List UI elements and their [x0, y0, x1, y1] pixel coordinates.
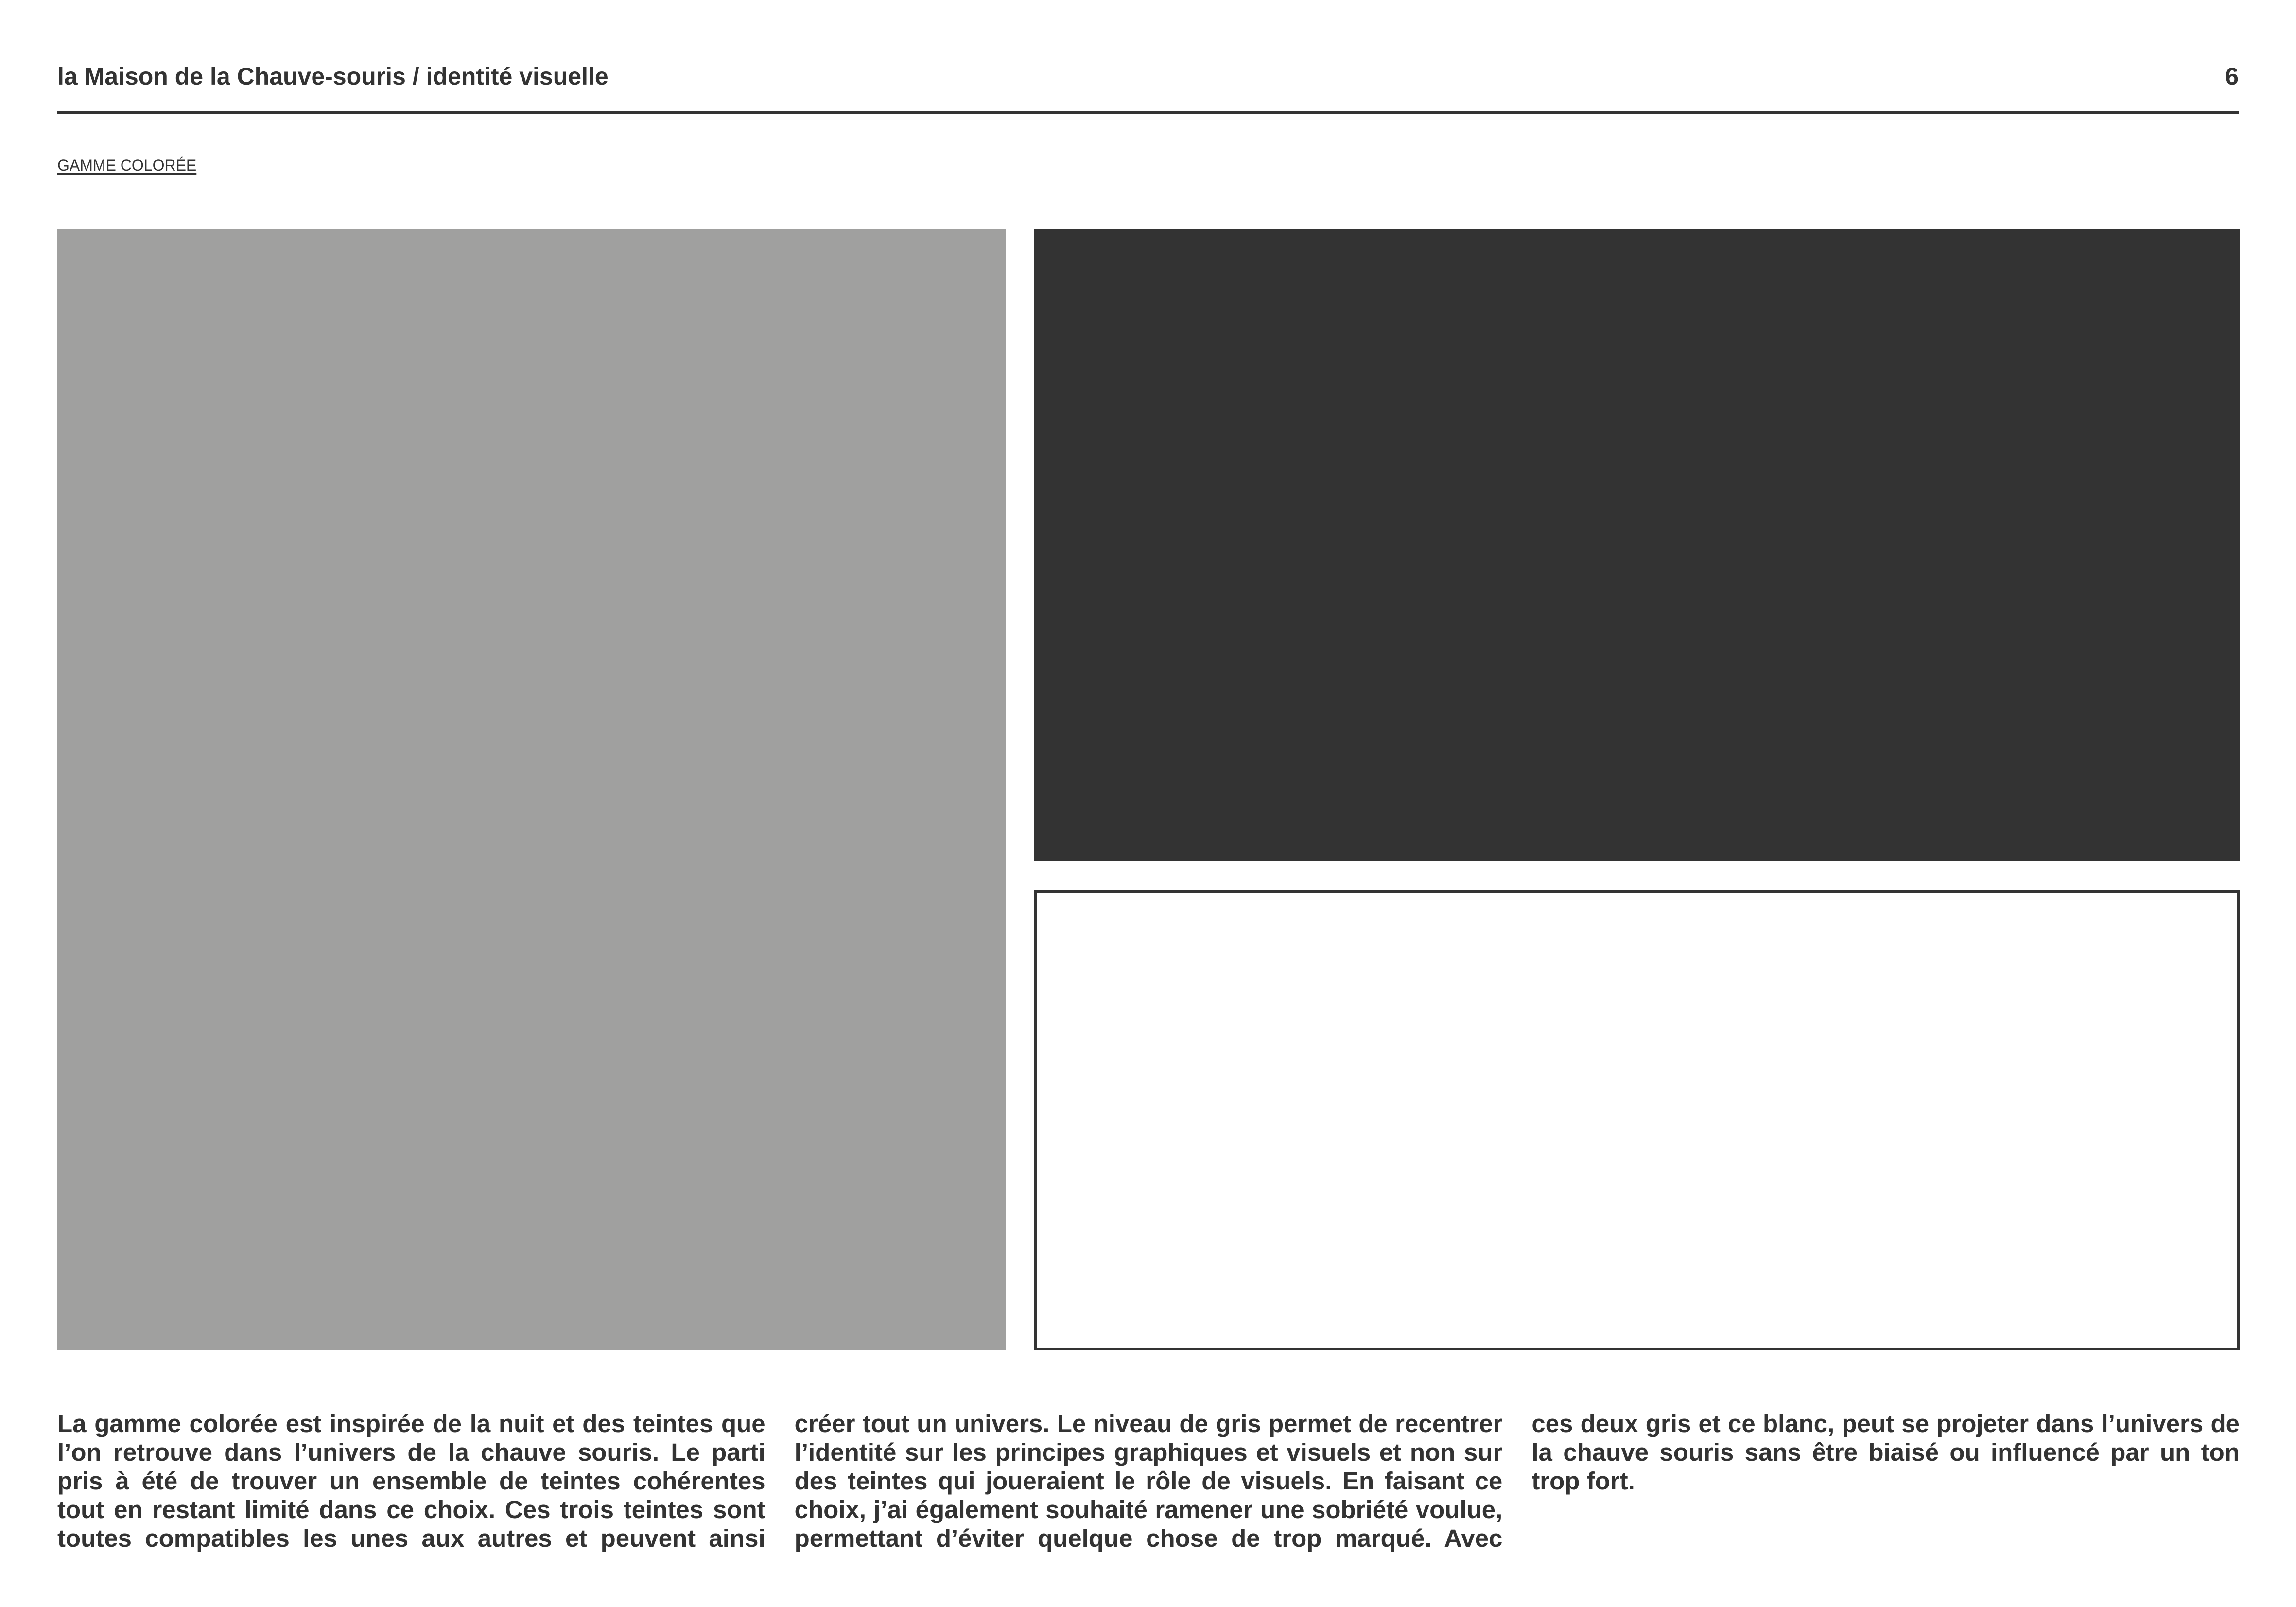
- page-number: 6: [2225, 63, 2239, 90]
- color-swatch-white: [1034, 890, 2240, 1350]
- document-title: la Maison de la Chauve-souris / identité visuelle: [57, 63, 609, 90]
- color-swatch-dark: [1034, 229, 2240, 861]
- page-header: [57, 57, 2239, 114]
- color-swatch-grey: [57, 229, 1006, 1350]
- section-label: GAMME COLORÉE: [57, 156, 197, 174]
- body-paragraph: La gamme colorée est inspirée de la nuit et des teintes que l’on retrouve dans l’univers de la chauve souris. Le parti pris à été de trouver un ensemble de teintes cohérentes tout en restant limité dans ce choix. Ces trois teintes sont toutes compatibles les unes aux autres et peuvent ainsi créer tout un univers. Le niveau de gris permet de recentrer l’identité sur les principes graphiques et visuels et non sur des teintes qui joueraient le rôle de visuels. En faisant ce choix, j’ai également souhaité ramener une sobriété voulue, permettant d’éviter quelque chose de trop marqué. Avec ces deux gris et ce blanc, peut se projeter dans l’univers de la chauve souris sans être biaisé ou influencé par un ton trop fort.: [57, 1410, 2240, 1552]
